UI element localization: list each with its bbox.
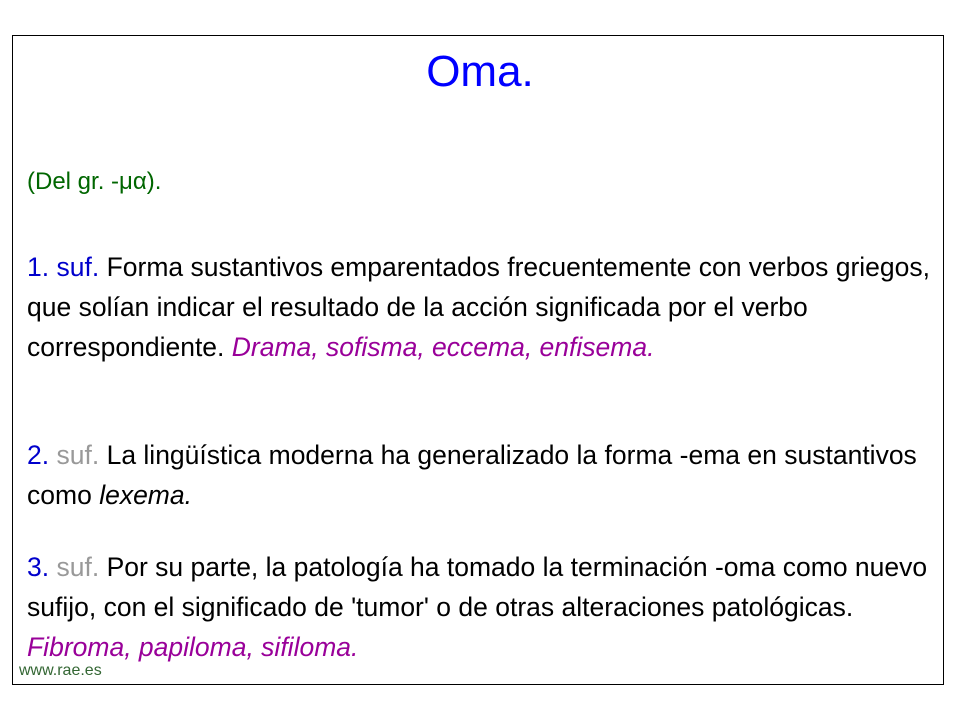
sense-1-category: suf.	[56, 252, 100, 282]
sense-1	[27, 247, 937, 367]
sense-1-examples: Drama, sofisma, eccema, enfisema.	[231, 332, 655, 362]
sense-3-number: 3.	[27, 552, 50, 582]
entry-title: Oma.	[426, 47, 534, 96]
sense-3-definition-after: como nuevo sufijo, con el significado de 'tumor' o de otras alteraciones patológicas.	[27, 552, 928, 622]
sense-2-definition-before: La lingüística moderna ha generalizado la forma	[106, 440, 673, 470]
footer-url[interactable]: www.rae.es	[19, 662, 102, 679]
sense-2-term: -ema	[679, 440, 741, 470]
sense-3	[27, 547, 937, 667]
sense-3-category: suf.	[56, 552, 100, 582]
sense-2-number: 2.	[27, 440, 50, 470]
sense-2-definition-after: en sustantivos como	[27, 440, 917, 510]
sense-2-examples: lexema.	[99, 480, 192, 510]
sense-3-term: -oma	[714, 552, 776, 582]
sense-1-definition: Forma sustantivos emparentados frecuentemente con verbos griegos, que solían indicar el resultado de la acción significada por el verbo correspondiente.	[27, 252, 930, 362]
sense-3-examples: Fibroma, papiloma, sifiloma.	[27, 632, 359, 662]
sense-3-definition-before: Por su parte, la patología ha tomado la terminación	[106, 552, 708, 582]
sense-2	[27, 435, 937, 515]
etymology: (Del gr. -μα).	[27, 168, 162, 195]
sense-2-category: suf.	[56, 440, 100, 470]
sense-1-number: 1.	[27, 252, 50, 282]
